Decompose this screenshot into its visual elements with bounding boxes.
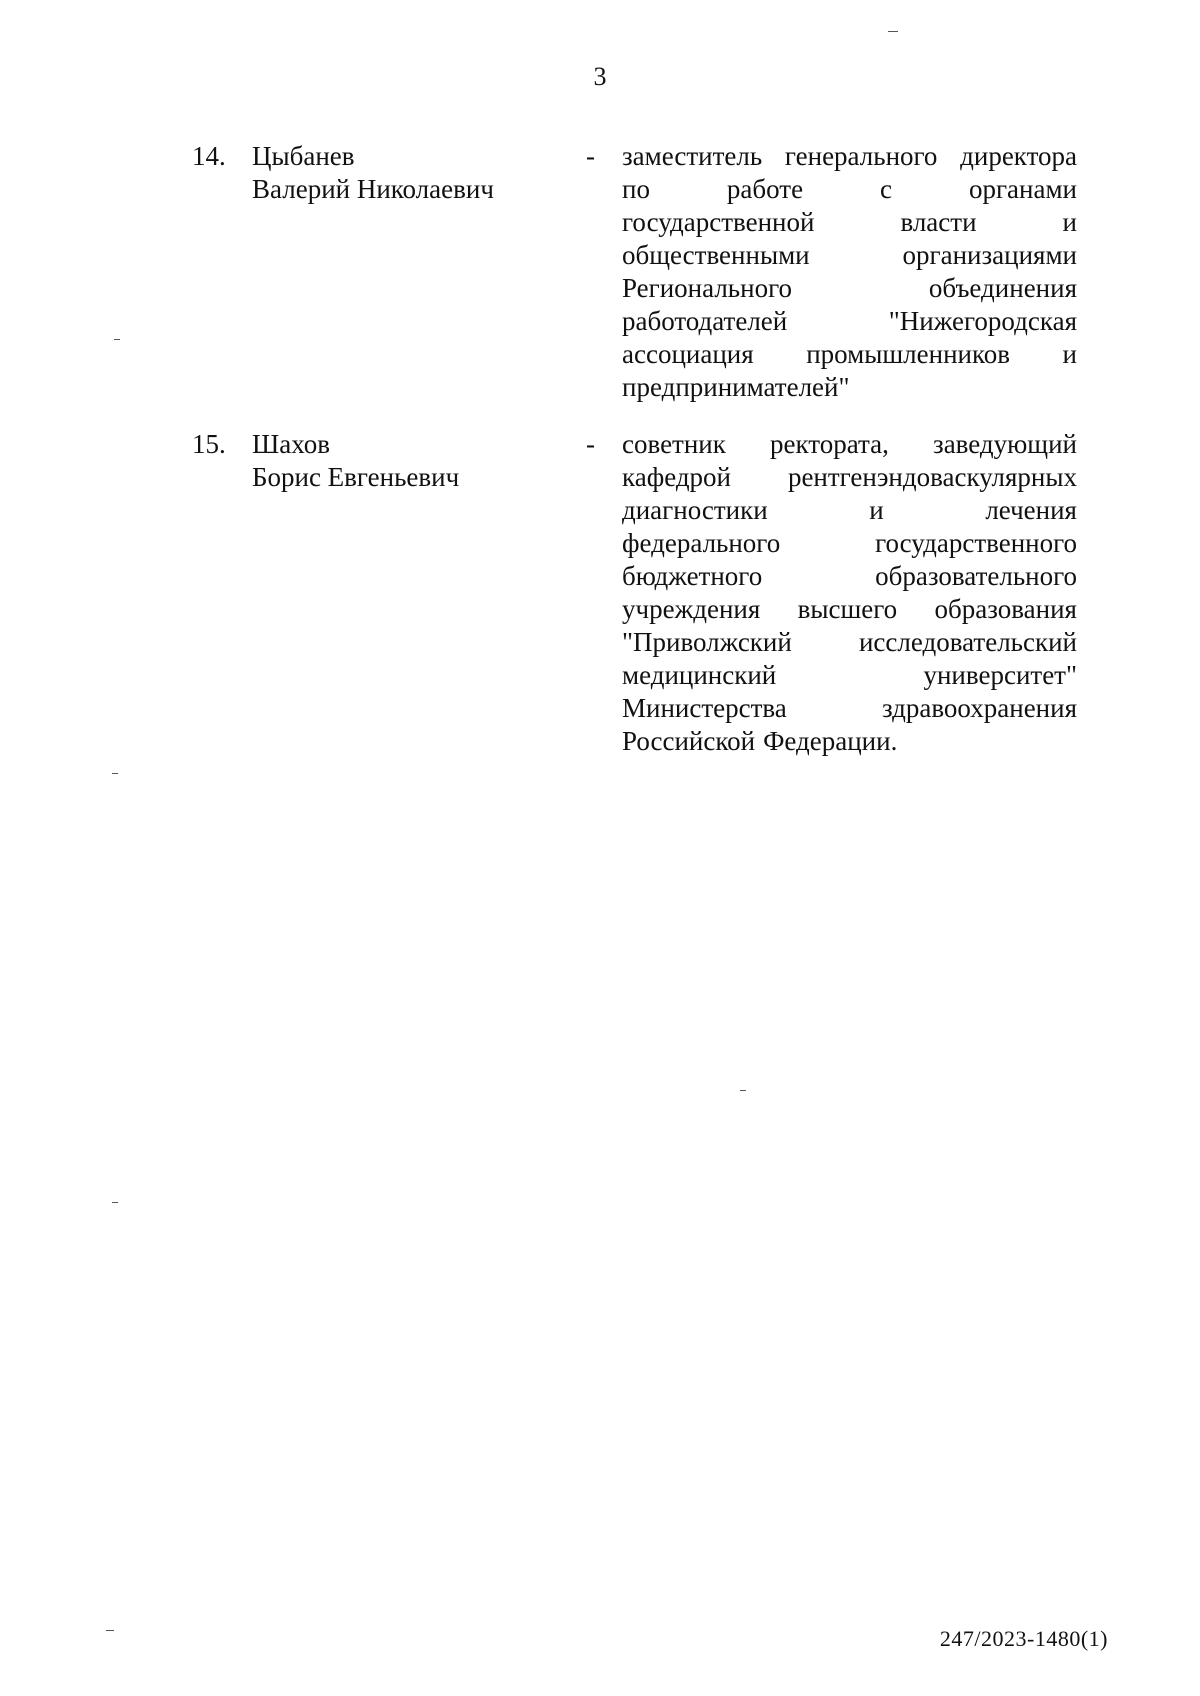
member-name (252, 428, 459, 494)
position-word: директора (960, 141, 1077, 171)
scan-speck (106, 1630, 114, 1631)
position-line (622, 626, 1077, 659)
document-code: 247/2023-1480(1) (939, 1626, 1108, 1651)
entry-number: 15. (192, 429, 226, 459)
position-word: промышленников (806, 339, 1010, 369)
position-word: бюджетного (622, 561, 763, 591)
position-word: диагностики (622, 495, 768, 525)
position-word: работодателей (622, 306, 788, 336)
entry-dash: - (586, 429, 595, 459)
position-line (622, 593, 1077, 626)
member-surname: Шахов (252, 429, 330, 459)
position-word: ректората, (770, 429, 889, 459)
position-word: государственного (875, 528, 1077, 558)
position-word: "Приволжский (622, 627, 792, 657)
position-word: ассоциация (622, 339, 754, 369)
position-word: кафедрой (622, 462, 732, 492)
member-position (622, 140, 1077, 404)
scan-speck (740, 1090, 746, 1091)
position-word: власти (900, 207, 977, 237)
position-word: и (1062, 207, 1077, 237)
position-word: общественными (622, 240, 810, 270)
position-word: медицинский (622, 660, 777, 690)
position-word: работе (726, 174, 804, 204)
position-word: Федерации. (763, 726, 898, 756)
position-word: Российской (622, 726, 756, 756)
position-word: образования (934, 594, 1077, 624)
position-word: с (880, 174, 892, 204)
position-line (622, 527, 1077, 560)
member-given-names: Борис Евгеньевич (252, 462, 460, 492)
position-word: исследовательский (858, 627, 1077, 657)
position-word: заместитель (622, 141, 763, 171)
position-line (622, 338, 1077, 371)
position-line (622, 560, 1077, 593)
position-line (622, 428, 1077, 461)
position-word: и (1062, 339, 1077, 369)
position-word: Регионального (622, 273, 792, 303)
position-word: "Нижегородская (888, 306, 1077, 336)
member-given-names: Валерий Николаевич (252, 174, 494, 204)
position-word: заведующий (933, 429, 1077, 459)
position-word: генерального (784, 141, 938, 171)
scan-speck (888, 31, 898, 32)
position-word: лечения (985, 495, 1077, 525)
position-word: советник (622, 429, 726, 459)
scan-speck (114, 339, 120, 340)
position-line (622, 494, 1077, 527)
position-line (622, 461, 1077, 494)
position-line (622, 371, 1077, 404)
position-word: организациями (902, 240, 1077, 270)
position-word: Министерства (622, 693, 787, 723)
position-line (622, 305, 1077, 338)
position-word: объединения (928, 273, 1077, 303)
position-word: учреждения (622, 594, 761, 624)
entry-dash: - (586, 141, 595, 171)
position-word: рентгенэндоваскулярных (787, 462, 1077, 492)
position-line (622, 692, 1077, 725)
scan-speck (112, 1202, 118, 1203)
page-number: 3 (593, 62, 607, 91)
position-word: по (622, 174, 650, 204)
position-line (622, 725, 1077, 758)
position-line (622, 140, 1077, 173)
position-word: федерального (622, 528, 781, 558)
position-word: органами (968, 174, 1077, 204)
position-word: университет" (923, 660, 1077, 690)
position-word: здравоохранения (881, 693, 1077, 723)
position-word: государственной (622, 207, 815, 237)
member-position (622, 428, 1077, 758)
entry-number: 14. (192, 141, 226, 171)
position-line (622, 206, 1077, 239)
position-line (622, 173, 1077, 206)
position-word: образовательного (875, 561, 1077, 591)
position-line (622, 239, 1077, 272)
position-word: высшего (797, 594, 898, 624)
position-line (622, 659, 1077, 692)
member-surname: Цыбанев (252, 141, 355, 171)
position-word: и (869, 495, 884, 525)
member-name (252, 140, 494, 206)
position-word: предпринимателей" (622, 372, 850, 402)
position-line (622, 272, 1077, 305)
scan-speck (112, 773, 118, 774)
